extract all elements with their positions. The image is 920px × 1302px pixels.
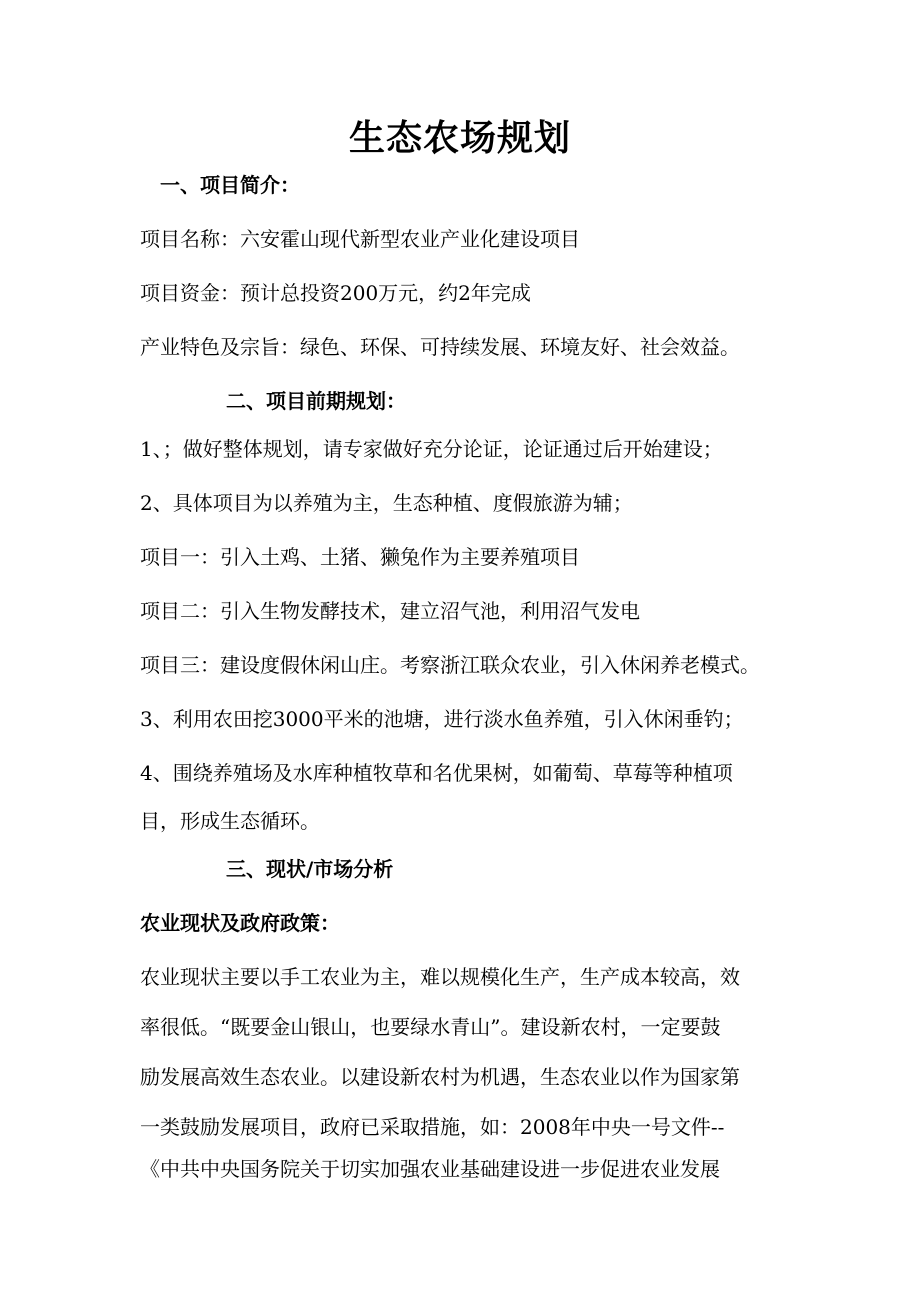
plan-item-4-line-1: 4、围绕养殖场及水库种植牧草和名优果树，如葡萄、草莓等种植项 [140, 761, 733, 785]
document-title: 生态农场规划 [348, 117, 571, 159]
project-features-line: 产业特色及宗旨：绿色、环保、可持续发展、环境友好、社会效益。 [140, 335, 740, 359]
project-funding-line: 项目资金：预计总投资200万元，约2年完成 [140, 281, 531, 305]
plan-item-2: 2、具体项目为以养殖为主，生态种植、度假旅游为辅； [140, 491, 633, 515]
analysis-paragraph-line: 一类鼓励发展项目，政府已采取措施，如：2008年中央一号文件-- [140, 1115, 725, 1139]
section-3-subheading: 农业现状及政府政策： [140, 911, 340, 935]
plan-item-3: 3、利用农田挖3000平米的池塘，进行淡水鱼养殖，引入休闲垂钓； [140, 707, 744, 731]
plan-project-3: 项目三：建设度假休闲山庄。考察浙江联众农业，引入休闲养老模式。 [140, 653, 760, 677]
analysis-paragraph-line: 率很低。“既要金山银山，也要绿水青山”。建设新农村，一定要鼓 [140, 1015, 721, 1039]
analysis-paragraph-line: 农业现状主要以手工农业为主，难以规模化生产，生产成本较高，效 [140, 965, 740, 989]
plan-project-1: 项目一：引入土鸡、土猪、獭兔作为主要养殖项目 [140, 545, 580, 569]
project-name-line: 项目名称：六安霍山现代新型农业产业化建设项目 [140, 227, 580, 251]
analysis-paragraph-line: 励发展高效生态农业。以建设新农村为机遇，生态农业以作为国家第 [140, 1065, 740, 1089]
section-3-heading: 三、现状/市场分析 [226, 857, 394, 881]
analysis-paragraph-line: 《中共中央国务院关于切实加强农业基础建设进一步促进农业发展 [140, 1157, 720, 1181]
section-2-heading: 二、项目前期规划： [226, 389, 406, 413]
section-1-heading: 一、项目简介： [160, 173, 300, 197]
plan-item-4-line-2: 目，形成生态循环。 [140, 809, 320, 833]
plan-item-1: 1、；做好整体规划，请专家做好充分论证，论证通过后开始建设； [140, 437, 723, 461]
plan-project-2: 项目二：引入生物发酵技术，建立沼气池，利用沼气发电 [140, 599, 640, 623]
